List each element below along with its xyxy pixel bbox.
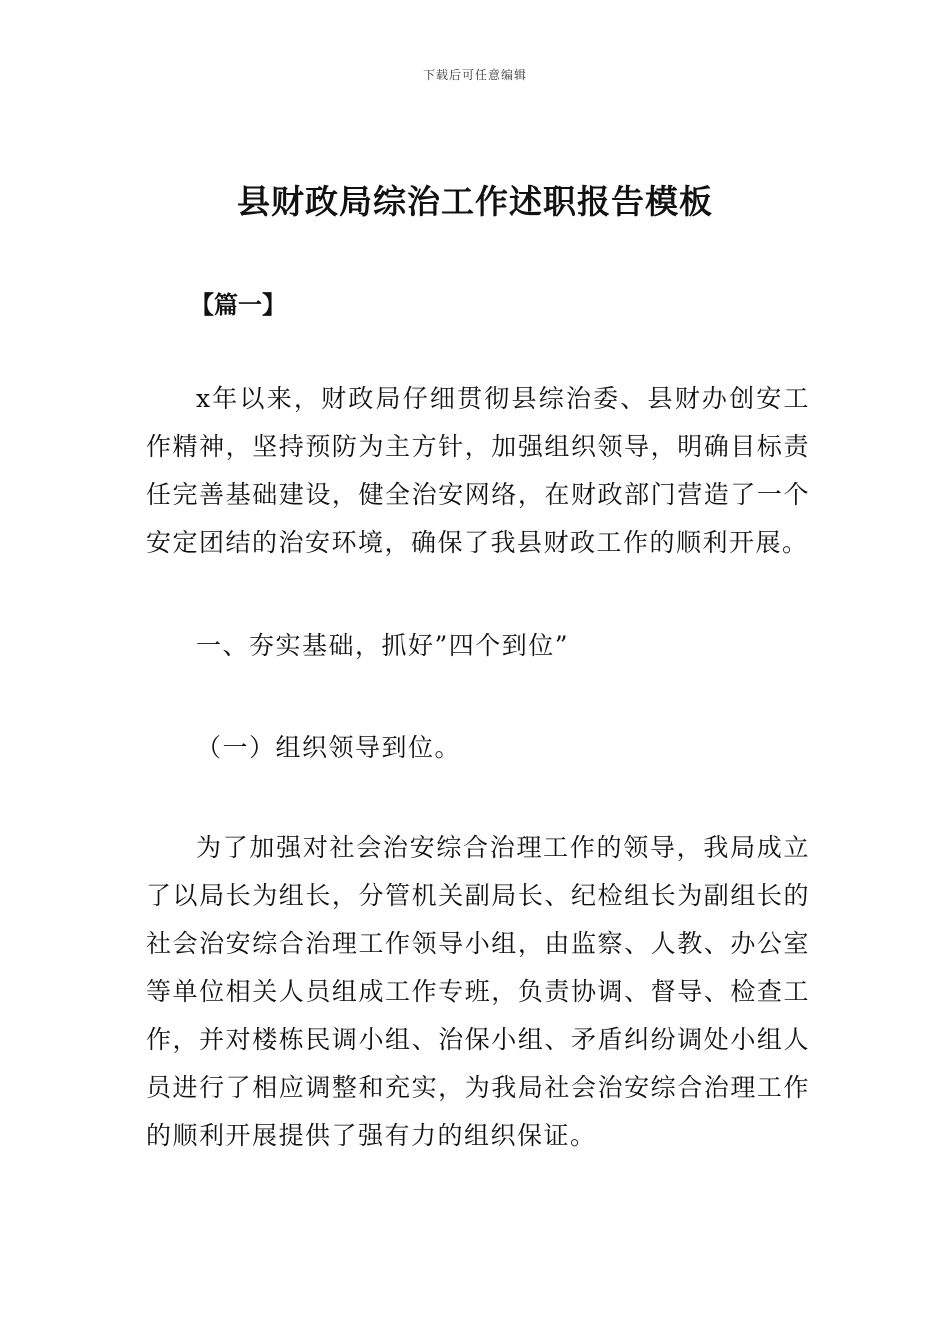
- header-note: 下载后可任意编辑: [422, 68, 527, 82]
- section-label: 【篇一】: [190, 291, 286, 319]
- paragraph-intro: x年以来，财政局仔细贯彻县综治委、县财办创安工作精神，坚持预防为主方针，加强组织领导，明确目标责任完善基础建设，健全治安网络，在财政部门营造了一个安定团结的治安环境，确保了我县财政工作的顺利开展。: [146, 384, 810, 557]
- subsection-heading: （一）组织领导到位。: [196, 733, 462, 762]
- section-heading: 一、夯实基础，抓好”四个到位”: [196, 631, 570, 660]
- paragraph-organization: 为了加强对社会治安综合治理工作的领导，我局成立了以局长为组长，分管机关副局长、纪检组长为副组长的社会治安综合治理工作领导小组，由监察、人教、办公室等单位相关人员组成工作专班，负责协调、督导、检查工作，并对楼栋民调小组、治保小组、矛盾纠纷调处小组人员进行了相应调整和充实，为我局社会治安综合治理工作的顺利开展提供了强有力的组织保证。: [146, 833, 810, 1150]
- document-title: 县财政局综治工作述职报告模板: [237, 182, 713, 221]
